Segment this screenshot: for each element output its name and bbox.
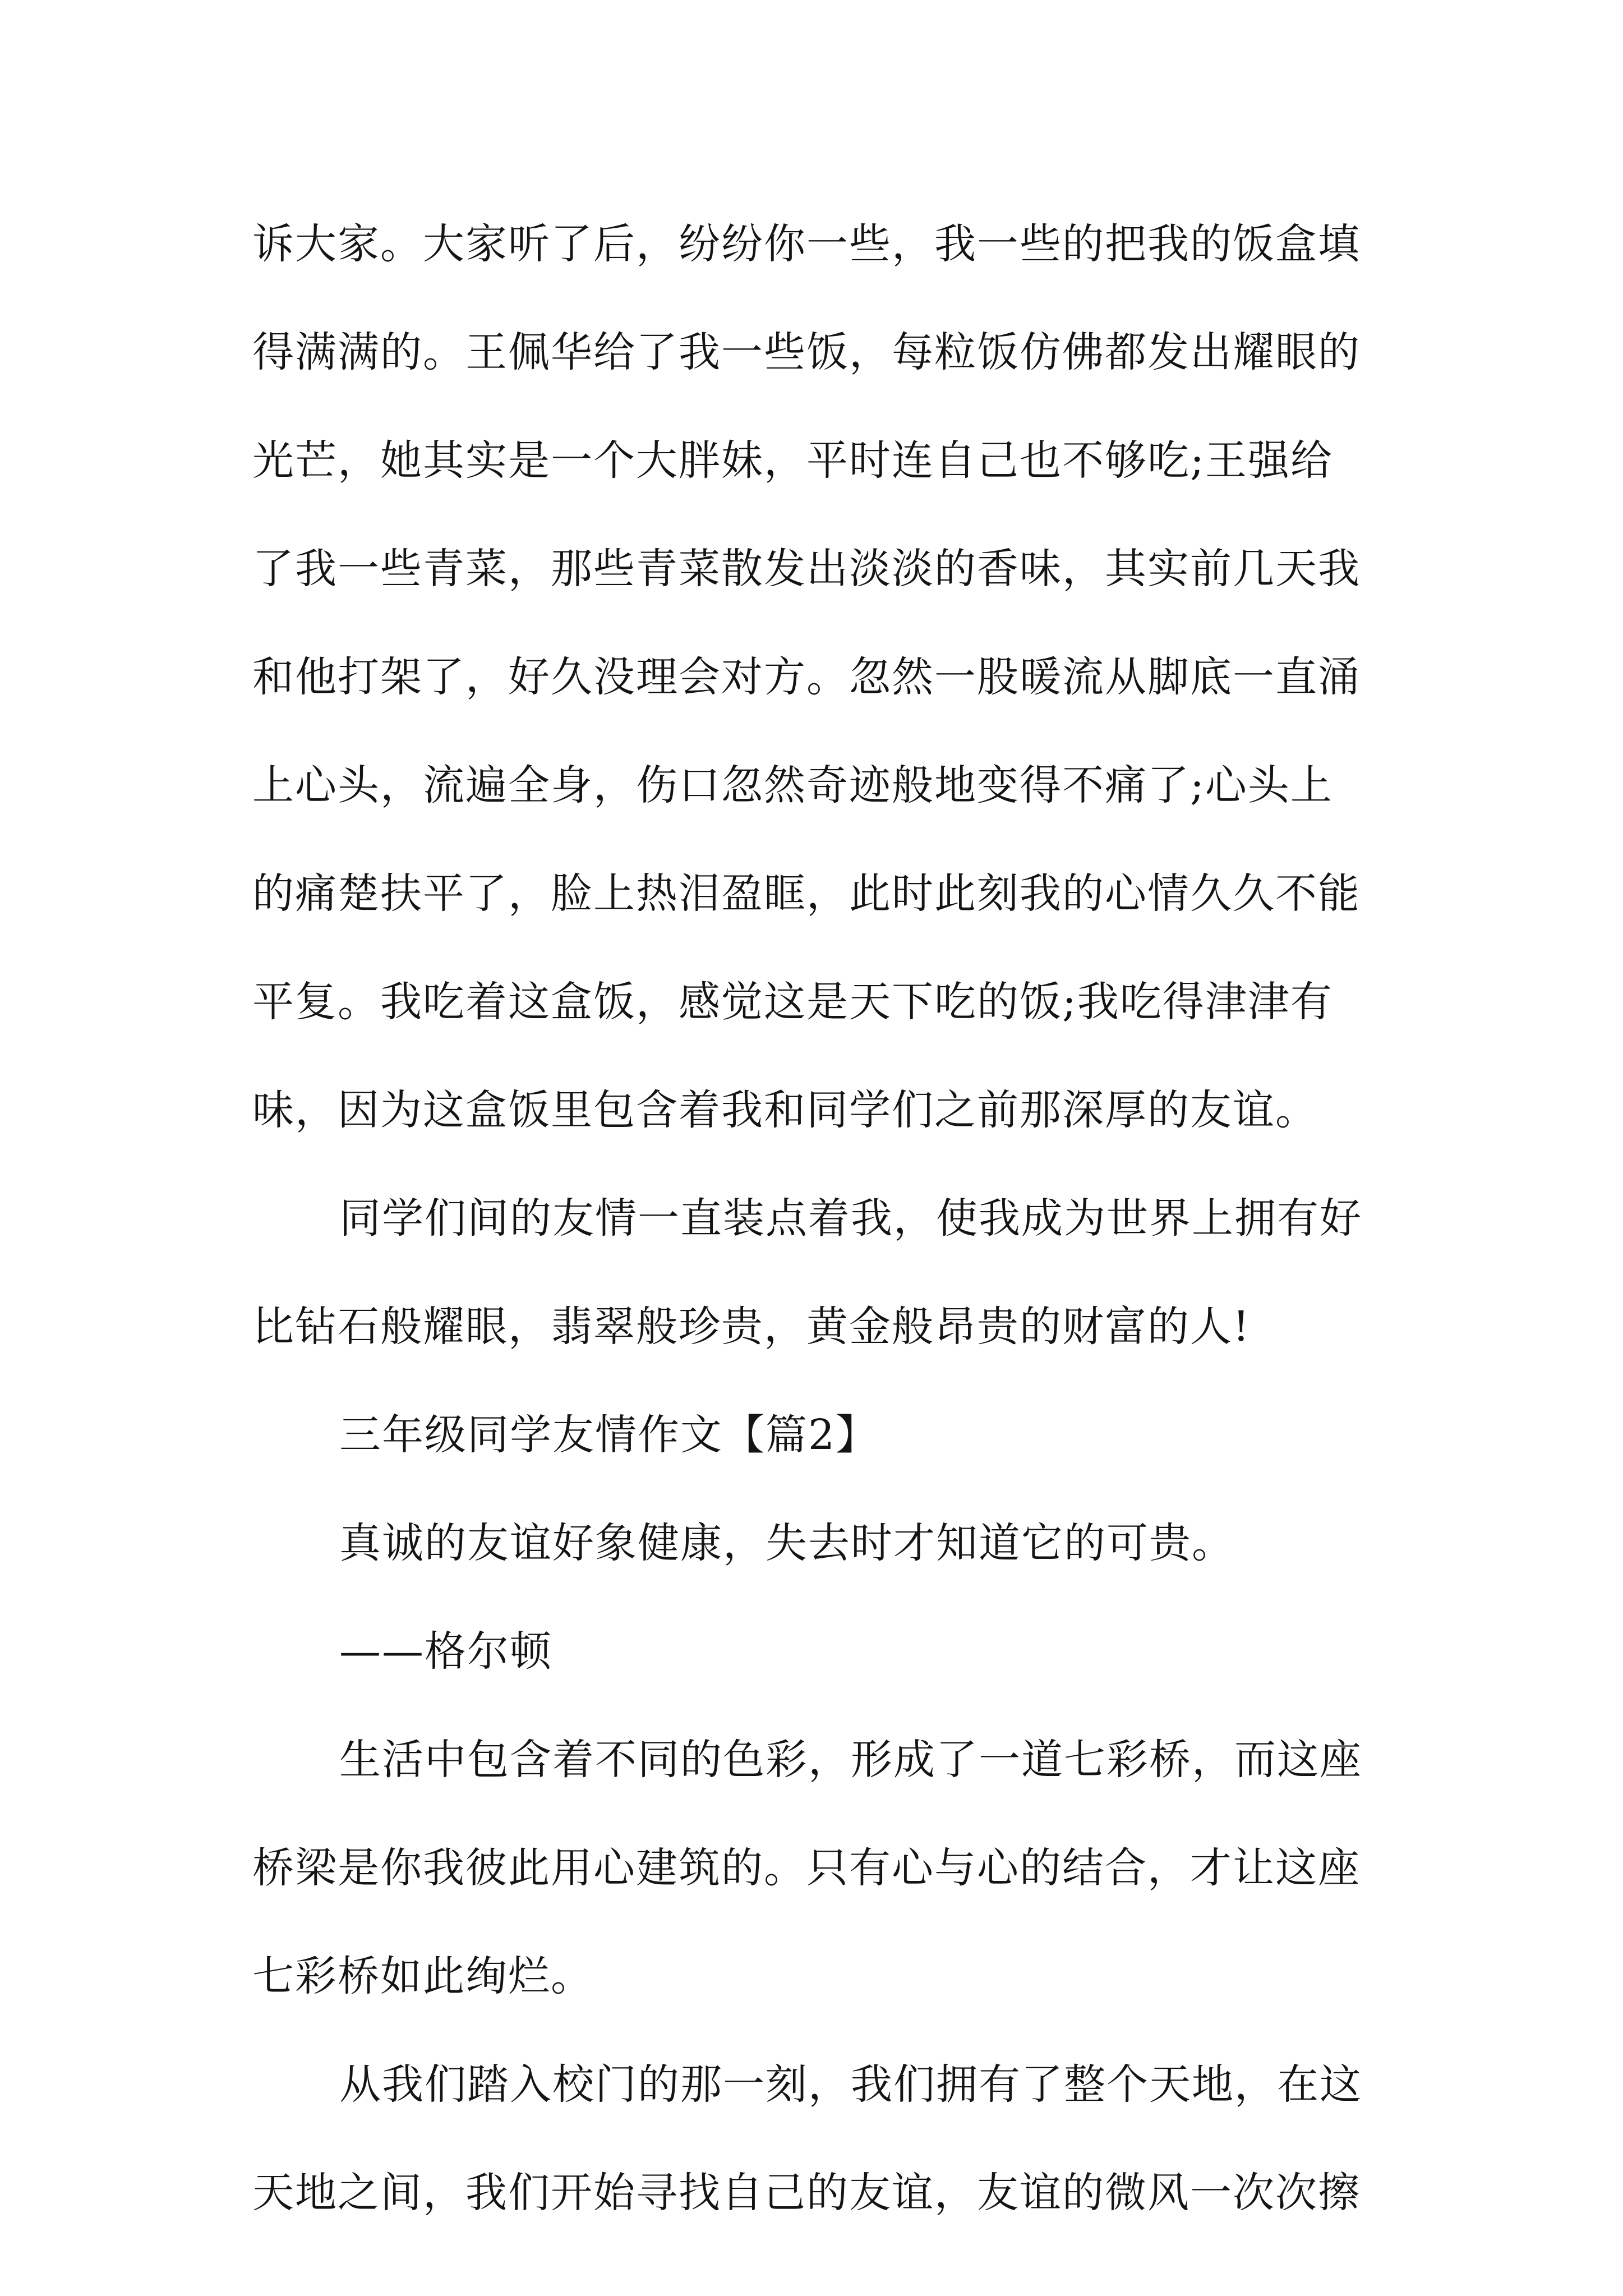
text-line: 平复。我吃着这盒饭，感觉这是天下吃的饭;我吃得津津有	[252, 978, 1333, 1026]
paragraph-first-line: 生活中包含着不同的色彩，形成了一道七彩桥，而这座	[339, 1736, 1362, 1784]
text-line: 天地之间，我们开始寻找自己的友谊，友谊的微风一次次擦	[252, 2169, 1361, 2217]
paragraph-first-line: 从我们踏入校门的那一刻，我们拥有了整个天地，在这	[339, 2060, 1362, 2109]
text-line: 味，因为这盒饭里包含着我和同学们之前那深厚的友谊。	[252, 1086, 1318, 1134]
text-line: 的痛楚扶平了，脸上热泪盈眶，此时此刻我的心情久久不能	[252, 869, 1361, 918]
text-line: 桥梁是你我彼此用心建筑的。只有心与心的结合，才让这座	[252, 1844, 1361, 1892]
paragraph-first-line: 同学们间的友情一直装点着我，使我成为世界上拥有好	[339, 1194, 1362, 1243]
text-line: 比钻石般耀眼，翡翠般珍贵，黄金般昂贵的财富的人!	[252, 1303, 1251, 1351]
text-line: 七彩桥如此绚烂。	[252, 1952, 593, 2000]
quote-attribution: ——格尔顿	[339, 1627, 552, 1676]
text-line: 了我一些青菜，那些青菜散发出淡淡的香味，其实前几天我	[252, 545, 1361, 593]
section-heading: 三年级同学友情作文【篇2】	[339, 1411, 879, 1459]
text-line: 诉大家。大家听了后，纷纷你一些，我一些的把我的饭盒填	[252, 220, 1361, 268]
text-line: 上心头，流遍全身，伤口忽然奇迹般地变得不痛了;心头上	[252, 761, 1333, 809]
text-line: 光芒，她其实是一个大胖妹，平时连自己也不够吃;王强给	[252, 436, 1333, 485]
text-line: 得满满的。王佩华给了我一些饭，每粒饭仿佛都发出耀眼的	[252, 328, 1361, 376]
text-line: 和他打架了，好久没理会对方。忽然一股暖流从脚底一直涌	[252, 653, 1361, 701]
quote-line: 真诚的友谊好象健康，失去时才知道它的可贵。	[339, 1519, 1234, 1567]
